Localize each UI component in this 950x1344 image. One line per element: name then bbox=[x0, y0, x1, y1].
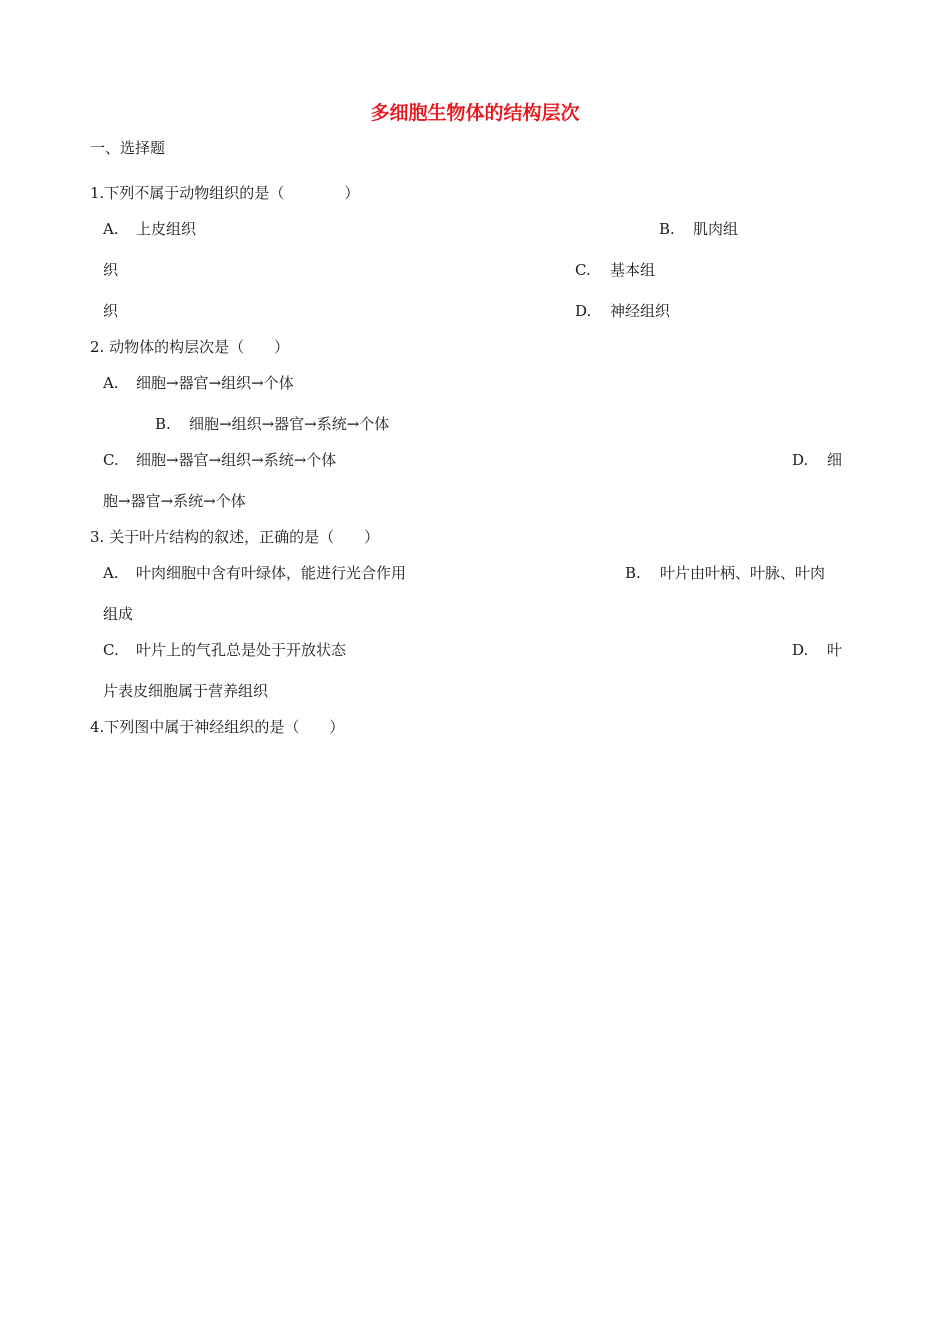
q1-option-a-text: 上皮组织 bbox=[136, 220, 197, 238]
q2-option-d-text: 细 bbox=[827, 451, 843, 469]
q2-option-b-label: B. bbox=[155, 415, 171, 433]
q3-option-c-label: C. bbox=[103, 641, 119, 659]
q2-option-a-text: 细胞→器官→组织→个体 bbox=[136, 374, 294, 392]
question-2-stem: 2. 动物体的构层次是（ ） bbox=[90, 338, 290, 356]
q2-option-a-label: A. bbox=[103, 374, 119, 392]
q3-option-a-label: A. bbox=[103, 564, 119, 582]
q3-option-d-text: 叶 bbox=[827, 641, 843, 659]
q3-option-b-wrap: 组成 bbox=[103, 605, 134, 623]
q2-option-d-wrap: 胞→器官→系统→个体 bbox=[103, 492, 246, 510]
q3-option-b-text: 叶片由叶柄、叶脉、叶肉 bbox=[660, 564, 826, 582]
q1-option-b-wrap: 织 bbox=[103, 261, 119, 279]
question-1-stem: 1.下列不属于动物组织的是（ ） bbox=[90, 184, 360, 202]
q2-option-c-text: 细胞→器官→组织→系统→个体 bbox=[136, 451, 337, 469]
q1-option-b-text: 肌肉组 bbox=[693, 220, 739, 238]
q1-option-c-text: 基本组 bbox=[610, 261, 656, 279]
q2-option-d-label: D. bbox=[792, 451, 809, 469]
question-4-stem: 4.下列图中属于神经组织的是（ ） bbox=[90, 718, 345, 736]
q3-option-a-text: 叶肉细胞中含有叶绿体，能进行光合作用 bbox=[136, 564, 407, 582]
q1-option-d-label: D. bbox=[575, 302, 592, 320]
q3-option-b-label: B. bbox=[625, 564, 641, 582]
question-3-stem: 3. 关于叶片结构的叙述，正确的是（ ） bbox=[90, 528, 380, 546]
q1-option-b-label: B. bbox=[659, 220, 675, 238]
q2-option-b-text: 细胞→组织→器官→系统→个体 bbox=[189, 415, 390, 433]
q2-option-c-label: C. bbox=[103, 451, 119, 469]
section-heading: 一、选择题 bbox=[90, 139, 166, 157]
q1-option-c-wrap: 织 bbox=[103, 302, 119, 320]
q1-option-a-label: A. bbox=[103, 220, 119, 238]
q1-option-c-label: C. bbox=[575, 261, 591, 279]
q3-option-c-text: 叶片上的气孔总是处于开放状态 bbox=[136, 641, 347, 659]
document-title: 多细胞生物体的结构层次 bbox=[370, 102, 580, 124]
q1-option-d-text: 神经组织 bbox=[610, 302, 671, 320]
q3-option-d-wrap: 片表皮细胞属于营养组织 bbox=[103, 682, 269, 700]
q3-option-d-label: D. bbox=[792, 641, 809, 659]
